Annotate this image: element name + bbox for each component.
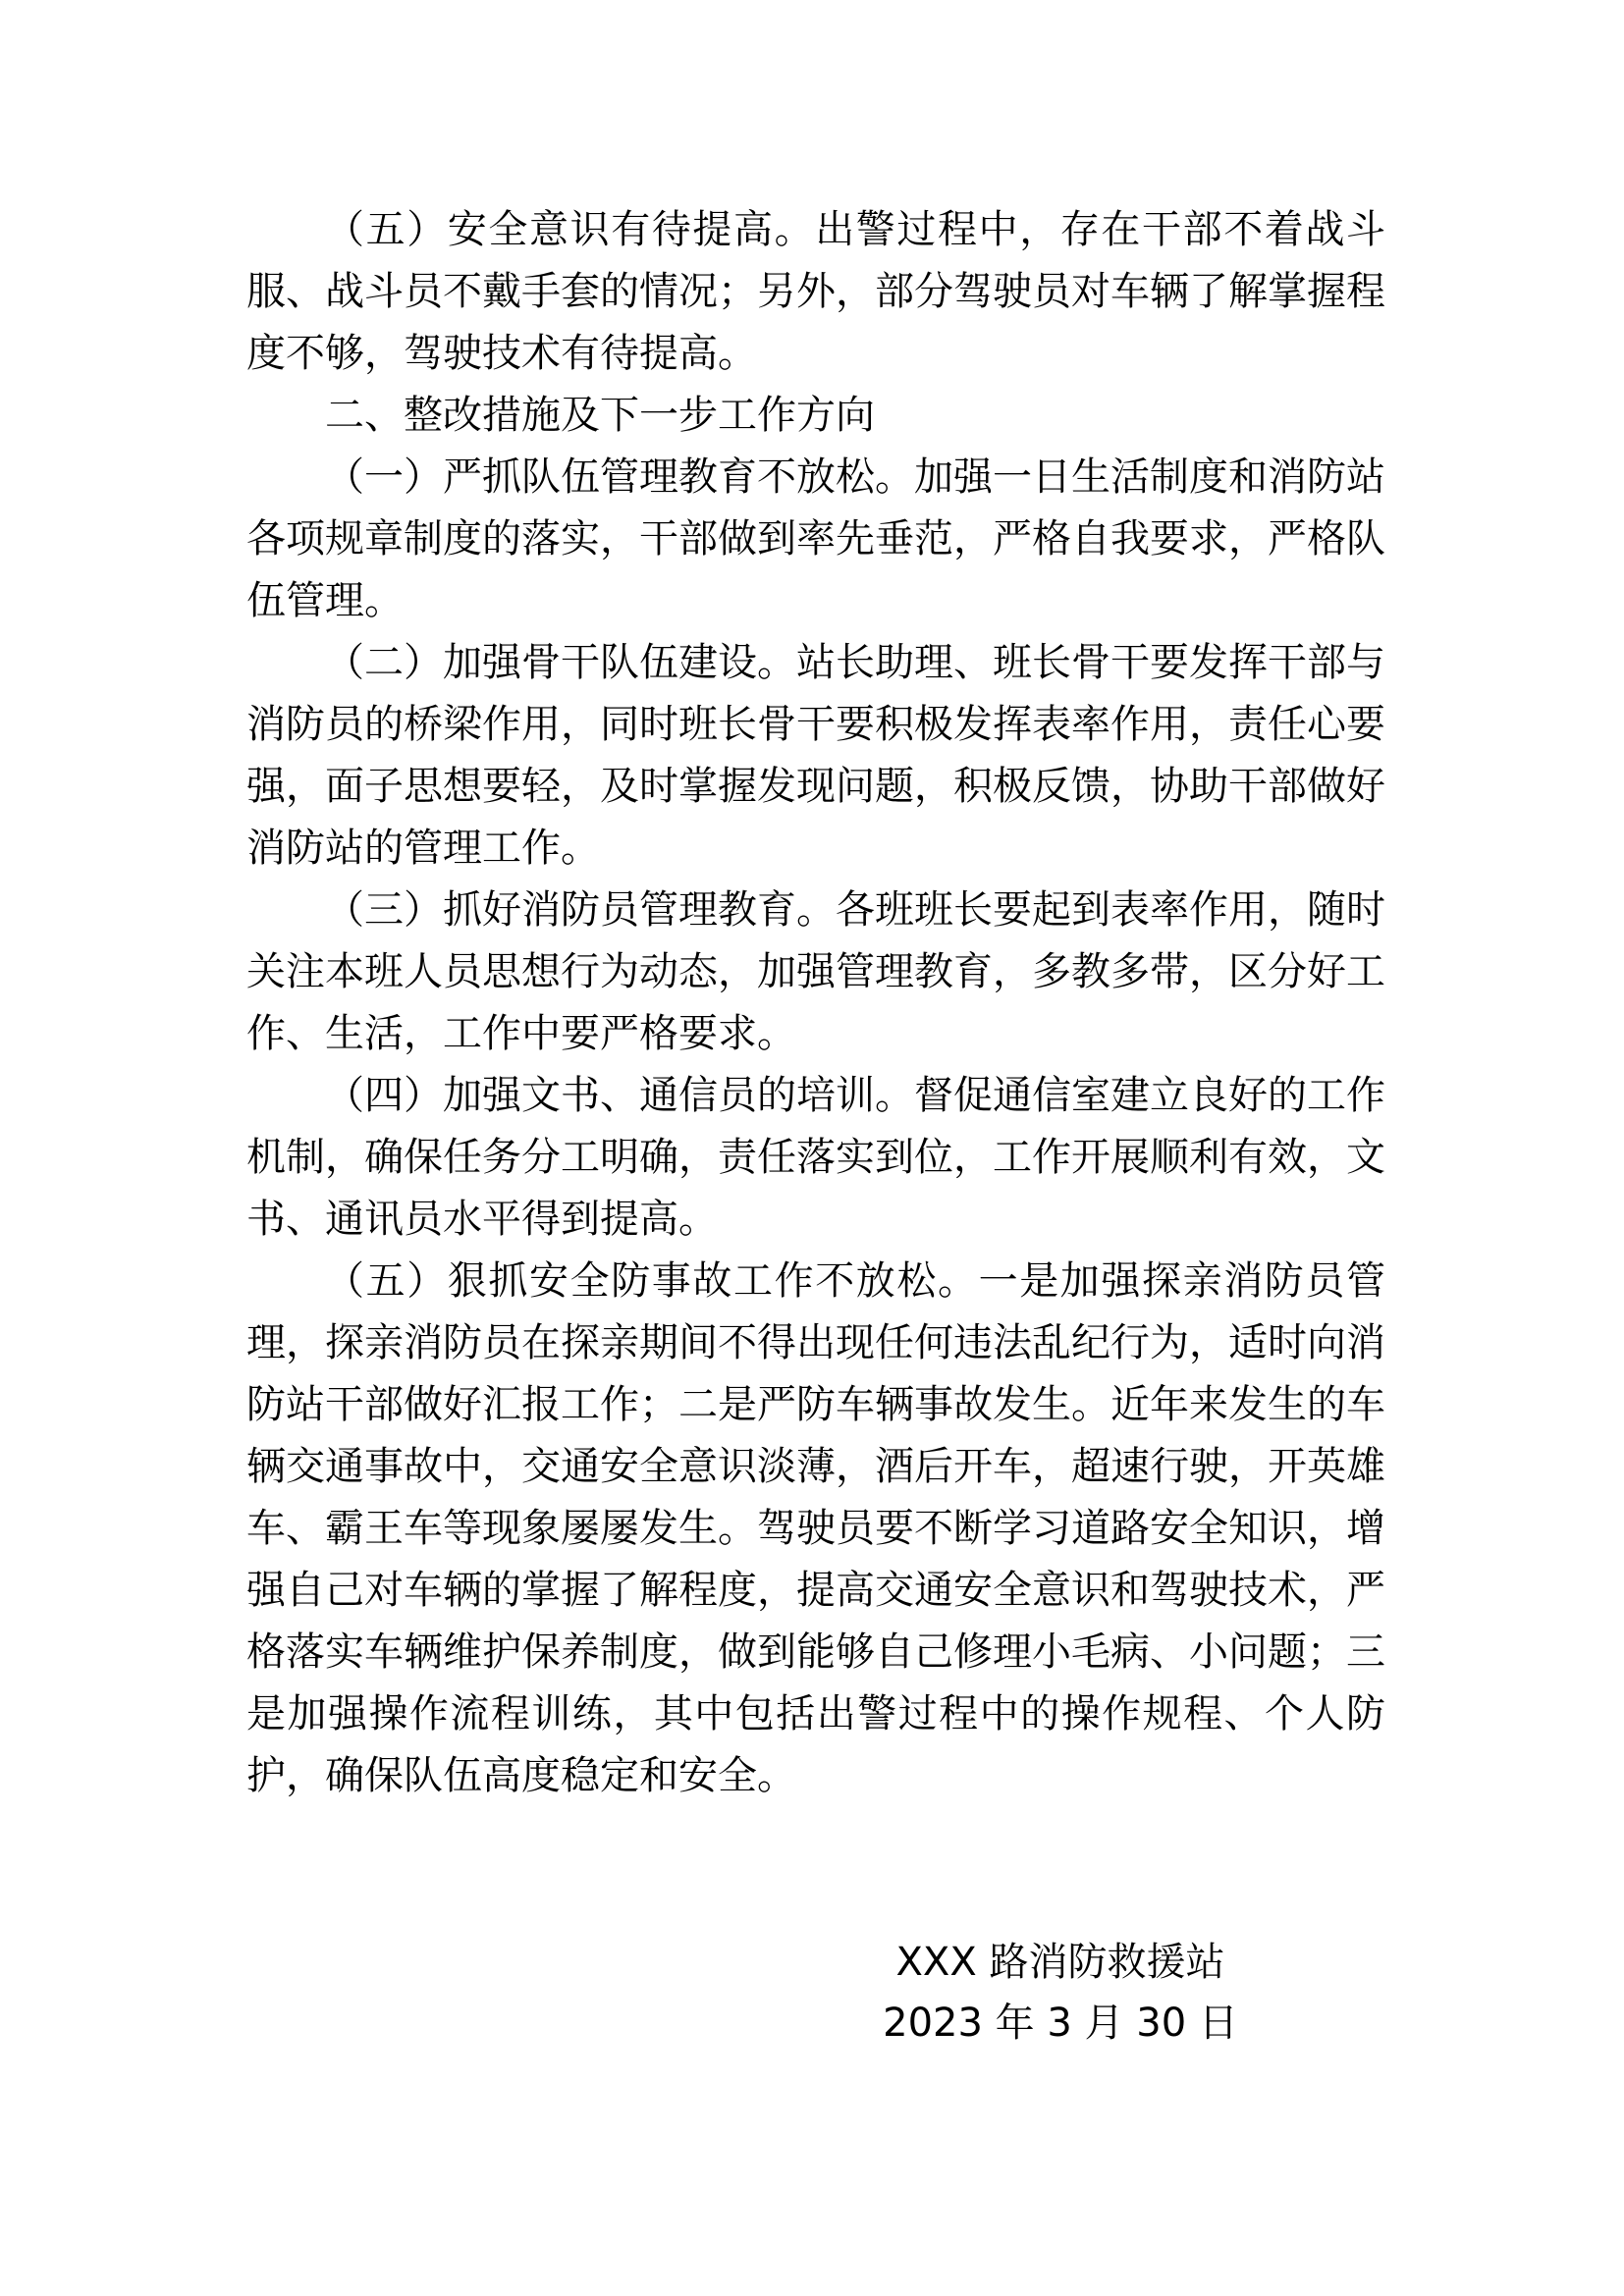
signature-block — [854, 1932, 1267, 2054]
paragraph-safety-awareness: （五）安全意识有待提高。出警过程中，存在干部不着战斗服、战斗员不戴手套的情况；另外，部分驾驶员对车辆了解掌握程度不够，驾驶技术有待提高。 — [246, 207, 1385, 376]
signature-date: 2023 年 3 月 30 日 — [883, 2001, 1238, 2046]
paragraph-clerk-training: （四）加强文书、通信员的培训。督促通信室建立良好的工作机制，确保任务分工明确，责任落实到位，工作开展顺利有效，文书、通讯员水平得到提高。 — [246, 1073, 1385, 1242]
paragraph-firefighter-education: （三）抓好消防员管理教育。各班班长要起到表率作用，随时关注本班人员思想行为动态，加强管理教育，多教多带，区分好工作、生活，工作中要严格要求。 — [246, 887, 1385, 1056]
section-heading-rectification: 二、整改措施及下一步工作方向 — [325, 393, 875, 438]
paragraph-accident-prevention: （五）狠抓安全防事故工作不放松。一是加强探亲消防员管理，探亲消防员在探亲期间不得出现任何违法乱纪行为，适时向消防站干部做好汇报工作；二是严防车辆事故发生。近年来发生的车辆交通事故中，交通安全意识淡薄，酒后开车，超速行驶，开英雄车、霸王车等现象屡屡发生。驾驶员要不断学习道路安全知识，增强自己对车辆的掌握了解程度，提高交通安全意识和驾驶技术，严格落实车辆维护保养制度，做到能够自己修理小毛病、小问题；三是加强操作流程训练，其中包括出警过程中的操作规程、个人防护，确保队伍高度稳定和安全。 — [246, 1258, 1385, 1798]
paragraph-team-management: （一）严抓队伍管理教育不放松。加强一日生活制度和消防站各项规章制度的落实，干部做到率先垂范，严格自我要求，严格队伍管理。 — [246, 454, 1385, 623]
signature-organization: XXX 路消防救援站 — [895, 1940, 1225, 1985]
paragraph-backbone-building: （二）加强骨干队伍建设。站长助理、班长骨干要发挥干部与消防员的桥梁作用，同时班长骨干要积极发挥表率作用，责任心要强，面子思想要轻，及时掌握发现问题，积极反馈，协助干部做好消防站的管理工作。 — [246, 640, 1385, 871]
document-body — [246, 199, 1385, 1807]
